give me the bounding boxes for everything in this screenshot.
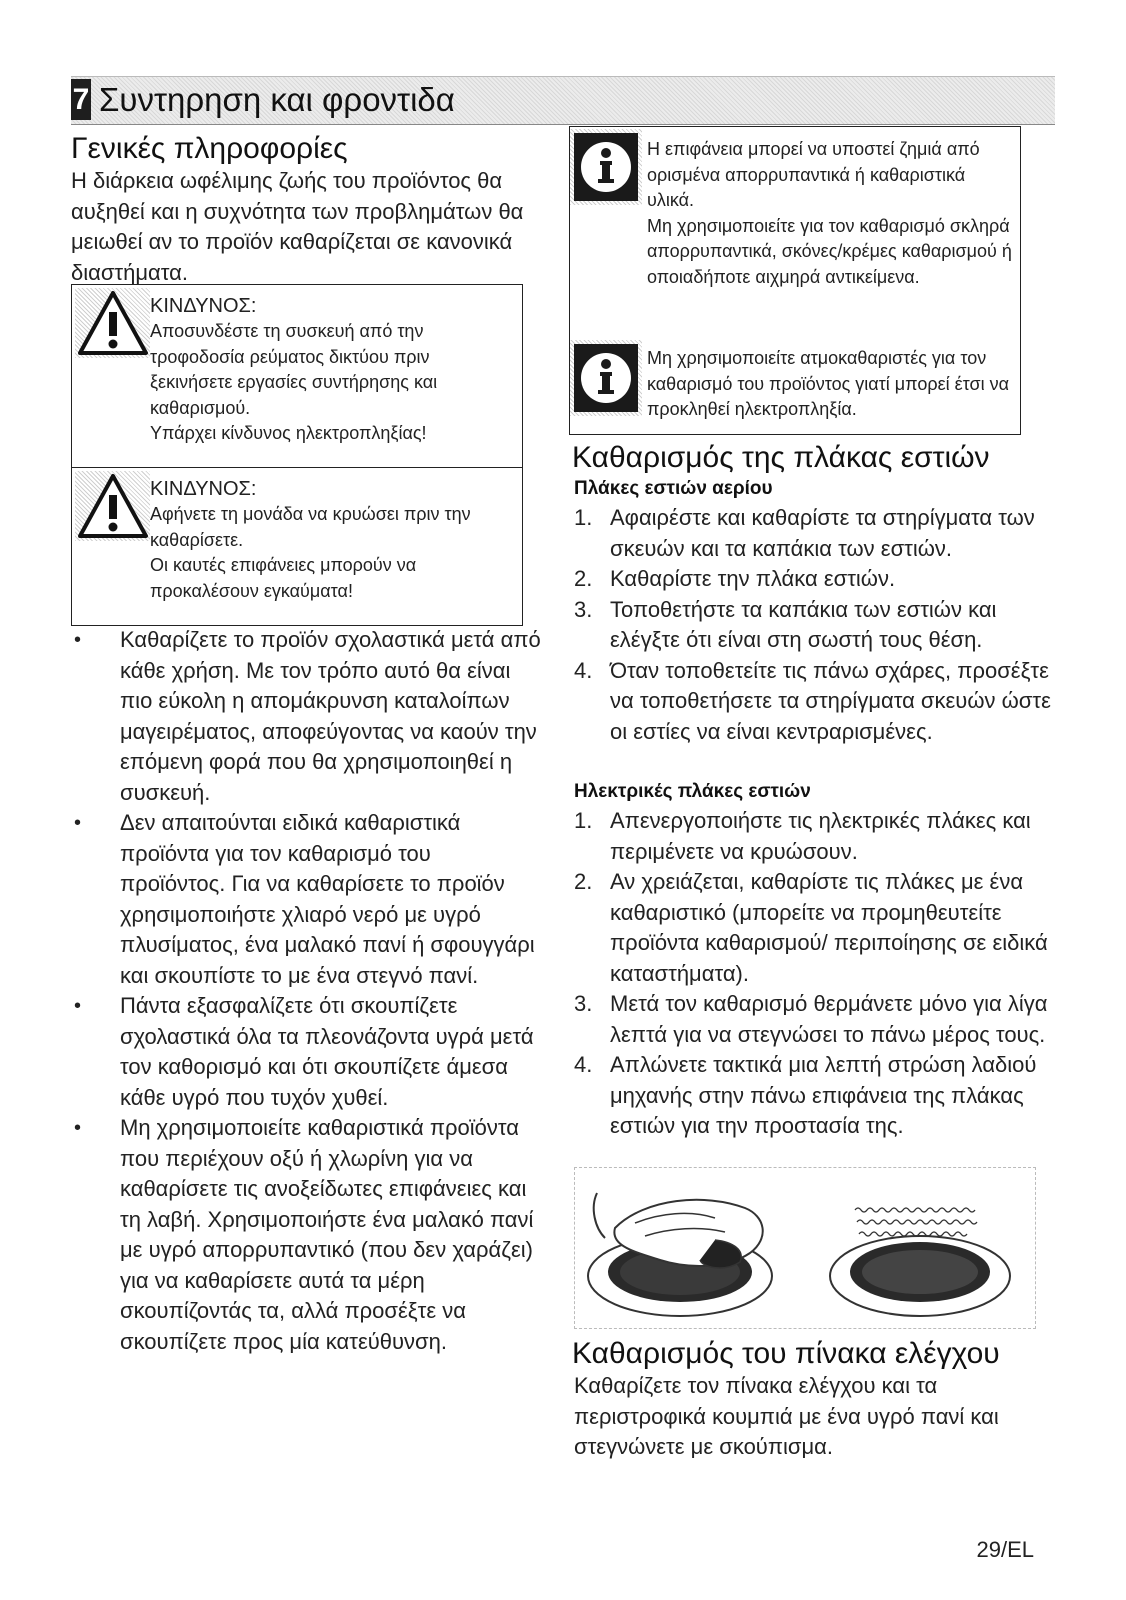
hob-cleaning-heading: Καθαρισμός της πλάκας εστιών — [572, 441, 990, 474]
info-box-steam — [569, 338, 1021, 435]
info-icon — [570, 340, 642, 416]
electric-hobs-subheading: Ηλεκτρικές πλάκες εστιών — [574, 781, 811, 802]
electric-steps-list — [574, 806, 1054, 1142]
warning-text: Οι καυτές επιφάνειες μπορούν να προκαλέσουν εγκαύματα! — [150, 555, 417, 601]
warning-title: ΚΙΝΔΥΝΟΣ: — [150, 295, 257, 317]
list-item: 1. Αφαιρέστε και καθαρίστε τα στηρίγματα των σκευών και τα καπάκια των εστιών. — [574, 505, 1035, 561]
list-item: • Μη χρησιμοποιείτε καθαριστικά προϊόντα που περιέχουν οξύ ή χλωρίνη για να καθαρίσετε τις ανοξείδωτες επιφάνειες και τη λαβή. Χρησιμοποιήστε ένα μαλακό πανί με υγρό απορρυπαντικό (που δεν χαράζει) για να καθαρίσετε αυτά τα μέρη σκουπίζοντάς τα, αλλά προσέξτε να σκουπίζετε προς μία κατεύθυνση. — [71, 1113, 541, 1357]
control-panel-text: Καθαρίζετε τον πίνακα ελέγχου και τα περιστροφικά κουμπιά με ένα υγρό πανί και στεγνώνετε με σκούπισμα. — [574, 1373, 999, 1459]
list-item: 4. Απλώνετε τακτικά μια λεπτή στρώση λαδιού μηχανής στην πάνω επιφάνεια της πλάκας εστιών για την προστασία της. — [574, 1052, 1037, 1138]
info-icon — [570, 129, 642, 205]
warning-triangle-icon — [75, 288, 150, 358]
warning-text: Αποσυνδέστε τη συσκευή από την τροφοδοσία ρεύματος δικτύου πριν ξεκινήσετε εργασίες συντήρησης και καθαρισμού. — [150, 321, 438, 418]
section-title: Συντηρηση και φροντιδα — [99, 81, 455, 118]
info-box-detergents — [569, 126, 1021, 340]
warning-text: Αφήνετε τη μονάδα να κρυώσει πριν την καθαρίσετε. — [150, 504, 471, 550]
control-panel-heading: Καθαρισμός του πίνακα ελέγχου — [572, 1337, 1000, 1370]
general-info-heading: Γενικές πληροφορίες — [71, 132, 348, 165]
list-item: 2. Καθαρίστε την πλάκα εστιών. — [574, 566, 896, 591]
list-item: • Δεν απαιτούνται ειδικά καθαριστικά προϊόντα για τον καθαρισμό του προϊόντος. Για να καθαρίσετε το προϊόν χρησιμοποιήστε χλιαρό νερό με υγρό πλυσίματος, ένα μαλακό πανί ή σφουγγάρι και σκουπίστε το με ένα στεγνό πανί. — [71, 808, 541, 991]
info-text: Μη χρησιμοποιείτε ατμοκαθαριστές για τον καθαρισμό του προϊόντος γιατί μπορεί έτσι να προκληθεί ηλεκτροπληξία. — [647, 348, 1009, 419]
gas-steps-list — [574, 503, 1054, 747]
general-bullet-list — [71, 625, 541, 1357]
warning-box — [71, 284, 523, 626]
info-text: Η επιφάνεια μπορεί να υποστεί ζημιά από ορισμένα απορρυπαντικά ή καθαριστικά υλικά. — [647, 139, 980, 210]
page-number: 29/EL — [976, 1537, 1034, 1562]
gas-hobs-subheading: Πλάκες εστιών αερίου — [574, 478, 773, 499]
list-item: 2. Αν χρειάζεται, καθαρίστε τις πλάκες με ένα καθαριστικό (μπορείτε να προμηθευτείτε προϊόντα καθαρισμού/ περιποίησης σε ειδικά καταστήματα). — [574, 869, 1048, 986]
warning-title: ΚΙΝΔΥΝΟΣ: — [150, 478, 257, 500]
list-item: • Καθαρίζετε το προϊόν σχολαστικά μετά από κάθε χρήση. Με τον τρόπο αυτό θα είναι πιο εύκολη η απομάκρυνση καταλοίπων μαγειρέματος, αποφεύγοντας να καούν την επόμενη φορά που θα χρησιμοποιηθεί η συσκευή. — [71, 625, 541, 808]
list-item: 4. Όταν τοποθετείτε τις πάνω σχάρες, προσέξτε να τοποθετήσετε τα στηρίγματα σκευών ώστε οι εστίες να είναι κεντραρισμένες. — [574, 657, 1051, 744]
info-text: Μη χρησιμοποιείτε για τον καθαρισμό σκληρά απορρυπαντικά, σκόνες/κρέμες καθαρισμού ή οποιαδήποτε αιχμηρά αντικείμενα. — [647, 215, 1012, 287]
warning-triangle-icon — [75, 471, 150, 541]
section-number: 7 — [71, 79, 91, 120]
general-info-text: Η διάρκεια ωφέλιμης ζωής του προϊόντος θα αυξηθεί και η συχνότητα των προβλημάτων θα μειωθεί αν το προϊόν καθαρίζεται σε κανονικά διαστήματα. — [71, 168, 524, 285]
list-item: 1. Απενεργοποιήστε τις ηλεκτρικές πλάκες και περιμένετε να κρυώσουν. — [574, 808, 1031, 864]
warning-section-hot — [72, 468, 522, 625]
list-item: 3. Μετά τον καθαρισμό θερμάνετε μόνο για λίγα λεπτά για να στεγνώσει το πάνω μέρος τους. — [574, 991, 1048, 1047]
list-item: • Πάντα εξασφαλίζετε ότι σκουπίζετε σχολαστικά όλα τα πλεονάζοντα υγρά μετά τον καθορισμό και ότι σκουπίζετε άμεσα κάθε υγρό που τυχόν χυθεί. — [71, 991, 541, 1113]
warning-text: Υπάρχει κίνδυνος ηλεκτροπληξίας! — [150, 423, 427, 443]
warning-section-electric — [72, 285, 522, 468]
list-item: 3. Τοποθετήστε τα καπάκια των εστιών και ελέγξτε ότι είναι στη σωστή τους θέση. — [574, 596, 997, 652]
hob-oiling-illustration — [574, 1167, 1036, 1329]
